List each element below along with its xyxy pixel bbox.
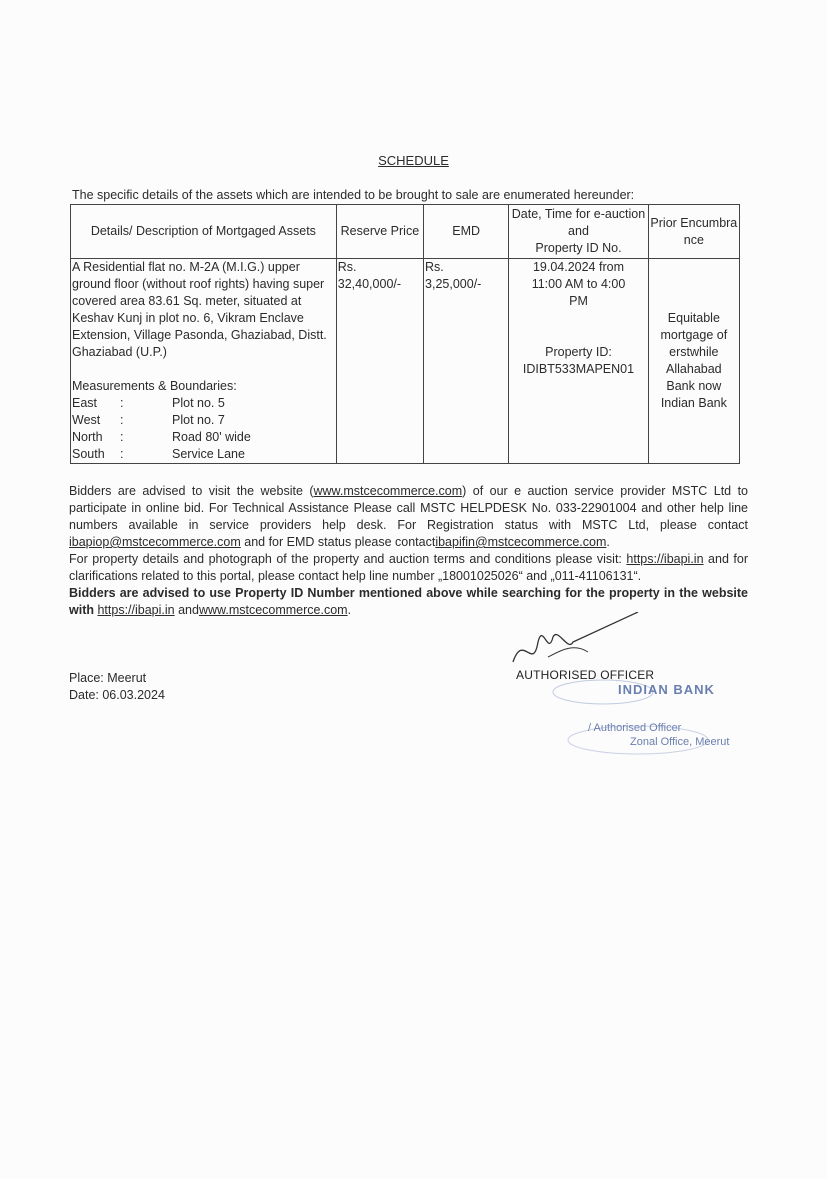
boundary-value: Road 80' wide (172, 430, 251, 444)
header-date-line-2: and (568, 224, 589, 238)
ibapiop-email-link[interactable]: ibapiop@mstcecommerce.com (69, 535, 241, 549)
header-reserve-price: Reserve Price (336, 205, 423, 259)
header-emd: EMD (424, 205, 509, 259)
property-id-value: IDIBT533MAPEN01 (522, 362, 635, 376)
emd-amount: 3,25,000/- (425, 277, 482, 291)
boundary-side: South : (72, 447, 124, 461)
boundary-value: Service Lane (172, 447, 245, 461)
emd-currency: Rs. (425, 260, 444, 274)
place-date-block (69, 670, 165, 704)
description-line: Extension, Village Pasonda, Ghaziabad, Distt. (72, 328, 327, 342)
encumbrance-line: Bank now (666, 379, 722, 393)
reserve-amount: 32,40,000/- (337, 277, 402, 291)
table-row (71, 259, 740, 464)
officer-stamp (478, 612, 748, 772)
date-text: Date: 06.03.2024 (69, 688, 165, 702)
header-prior-encumbrance (648, 205, 739, 259)
boundary-west (72, 412, 335, 429)
mstc-link[interactable]: www.mstcecommerce.com (313, 484, 463, 498)
header-prior-line-1: Prior Encumbra (650, 215, 738, 230)
property-id-label: Property ID: (545, 345, 612, 359)
description-line: Keshav Kunj in plot no. 6, Vikram Enclave (72, 311, 304, 325)
auction-date-cell (509, 259, 648, 464)
reserve-currency: Rs. (337, 260, 357, 274)
encumbrance-line: Equitable (667, 311, 720, 325)
table-header-row (71, 205, 740, 259)
header-date-line-3: Property ID No. (535, 241, 622, 255)
header-details: Details/ Description of Mortgaged Assets (71, 205, 337, 259)
authorised-officer-stamp: / Authorised Officer (588, 722, 682, 734)
measurements-label: Measurements & Boundaries: (72, 379, 237, 393)
header-date-line-1: Date, Time for e-auction (511, 207, 646, 221)
boundary-north (72, 429, 335, 446)
ibapi-link[interactable]: https://ibapi.in (626, 552, 704, 566)
boundary-side: West : (72, 413, 124, 427)
boundary-south (72, 446, 335, 463)
emd-cell (424, 259, 509, 464)
paragraph-website: Bidders are advised to visit the website (www.mstcecommerce.com) of our e auction service provider MSTC Ltd to participate in online bid. For Technical Assistance Please call MSTC HELPDESK No. 033-22901004 and other help line numbers available in service providers help desk. For Registration status with MSTC Ltd, please contact ibapiop@mstcecommerce.com and for EMD status please contactibapifin@mstcecommerce.com. (69, 484, 748, 549)
mstc-link-2[interactable]: www.mstcecommerce.com (198, 603, 348, 617)
indian-bank-label: INDIAN BANK (618, 682, 715, 697)
auction-date-line: 19.04.2024 from (532, 260, 624, 274)
zonal-office-label: Zonal Office, Meerut (630, 736, 730, 748)
reserve-price-cell (336, 259, 423, 464)
description-line: covered area 83.61 Sq. meter, situated at (72, 294, 302, 308)
encumbrance-line: erstwhile (669, 345, 719, 359)
encumbrance-line: mortgage of (660, 328, 728, 342)
description-line: ground floor (without roof rights) having super (72, 277, 325, 291)
schedule-table (70, 204, 740, 464)
encumbrance-line: Indian Bank (660, 396, 727, 410)
description-line: A Residential flat no. M-2A (M.I.G.) upper (72, 260, 300, 274)
place-text: Place: Meerut (69, 671, 147, 685)
boundary-side: East : (72, 396, 124, 410)
ibapifin-email-link[interactable]: ibapifin@mstcecommerce.com (435, 535, 607, 549)
auction-date-line: 11:00 AM to 4:00 (531, 277, 626, 291)
terms-text (69, 483, 748, 619)
authorised-officer-label: AUTHORISED OFFICER (516, 668, 655, 682)
description-line: Ghaziabad (U.P.) (72, 345, 167, 359)
paragraph-property-details: For property details and photograph of the property and auction terms and conditions please visit: https://ibapi.in and for clarifications related to this portal, please contact help line number „18001025026“ and „011-41106131“. (69, 552, 748, 583)
boundary-value: Plot no. 7 (172, 413, 225, 427)
paragraph-property-id: Bidders are advised to use Property ID Number mentioned above while searching for the property in the website with https://ibapi.in andwww.mstcecommerce.com. (69, 586, 748, 617)
prior-encumbrance-cell (648, 259, 739, 464)
header-date-time (509, 205, 648, 259)
schedule-title: SCHEDULE (378, 153, 449, 168)
intro-text: The specific details of the assets which are intended to be brought to sale are enumerated hereunder: (72, 188, 635, 202)
ibapi-link-2[interactable]: https://ibapi.in (97, 603, 175, 617)
auction-date-line: PM (569, 294, 588, 308)
boundary-value: Plot no. 5 (172, 396, 225, 410)
header-prior-line-2: nce (683, 232, 704, 247)
boundary-east (72, 395, 335, 412)
asset-description-cell (71, 259, 337, 464)
boundary-side: North : (72, 430, 124, 444)
encumbrance-line: Allahabad (666, 362, 722, 376)
